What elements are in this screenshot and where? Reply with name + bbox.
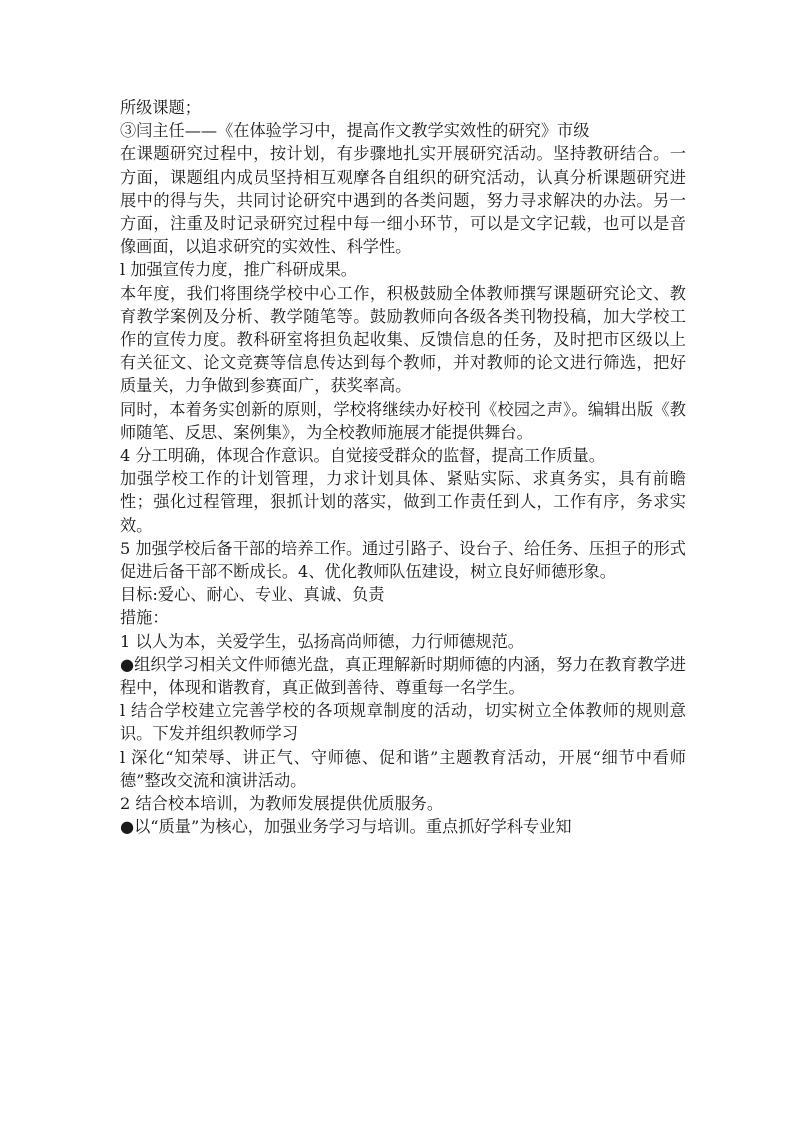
paragraph-plan-management: 加强学校工作的计划管理，力求计划具体、紧贴实际、求真务实，具有前瞻性；强化过程管理，狠抓计划的落实，做到工作责任到人，工作有序，务求实效。 — [120, 469, 686, 535]
paragraph-measure-2: 2 结合校本培训，为教师发展提供优质服务。 — [120, 794, 444, 814]
paragraph-quality-core: ●以“质量”为核心，加强业务学习与培训。重点抓好学科专业知 — [120, 817, 572, 837]
paragraph-research-process: 在课题研究过程中，按计划，有步骤地扎实开展研究活动。坚持教研结合。一方面，课题组内成员坚持相互观摩各自组织的研究活动，认真分析课题研究进展中的得与失，共同讨论研究中遇到的各类问题，努力寻求解决的办法。另一方面，注重及时记录研究过程中每一细小环节，可以是文字记载，也可以是音像画面，以追求研究的实效性、科学性。 — [120, 144, 686, 257]
paragraph-theme-education: l 深化“知荣辱、讲正气、守师德、促和谐”主题教育活动，开展“细节中看师德”整改交流和演讲活动。 — [120, 747, 686, 790]
paragraph-topic-level: 所级课题； — [120, 98, 201, 117]
paragraph-reserve-cadres: 5 加强学校后备干部的培养工作。通过引路子、设台子、给任务、压担子的形式促进后备干部不断成长。4、优化教师队伍建设，树立良好师德形象。 — [120, 538, 686, 582]
paragraph-goals: 目标:爱心、耐心、专业、真诚、负责 — [120, 585, 385, 605]
paragraph-rules-system: l 结合学校建立完善学校的各项规章制度的活动，切实树立全体教师的规则意识。下发并组织教师学习 — [120, 701, 686, 744]
paragraph-director-yan-project: ③闫主任——《在体验学习中，提高作文教学实效性的研究》市级 — [120, 121, 590, 141]
document-body — [120, 96, 686, 839]
paragraph-measure-1: 1 以人为本，关爱学生，弘扬高尚师德，力行师德规范。 — [120, 631, 524, 651]
paragraph-annual-plan: 本年度，我们将围绕学校中心工作，积极鼓励全体教师撰写课题研究论文、教育教学案例及分析、教学随笔等。鼓励教师向各级各类刊物投稿，加大学校工作的宣传力度。教科研室将担负起收集、反馈信息的任务，及时把市区级以上有关征文、论文竞赛等信息传达到每个教师，并对教师的论文进行筛选，把好质量关，力争做到参赛面广，获奖率高。 — [120, 283, 686, 396]
paragraph-publicity-heading: l 加强宣传力度，推广科研成果。 — [120, 260, 357, 280]
paragraph-school-magazine: 同时，本着务实创新的原则，学校将继续办好校刊《校园之声》。编辑出版《教师随笔、反思、案例集》，为全校教师施展才能提供舞台。 — [120, 399, 686, 442]
paragraph-division-of-work: 4 分工明确，体现合作意识。自觉接受群众的监督，提高工作质量。 — [120, 446, 605, 466]
paragraph-ethics-study: ●组织学习相关文件师德光盘，真正理解新时期师德的内涵，努力在教育教学进程中，体现和谐教育，真正做到善待、尊重每一名学生。 — [120, 654, 686, 698]
paragraph-measures-label: 措施： — [120, 608, 169, 628]
